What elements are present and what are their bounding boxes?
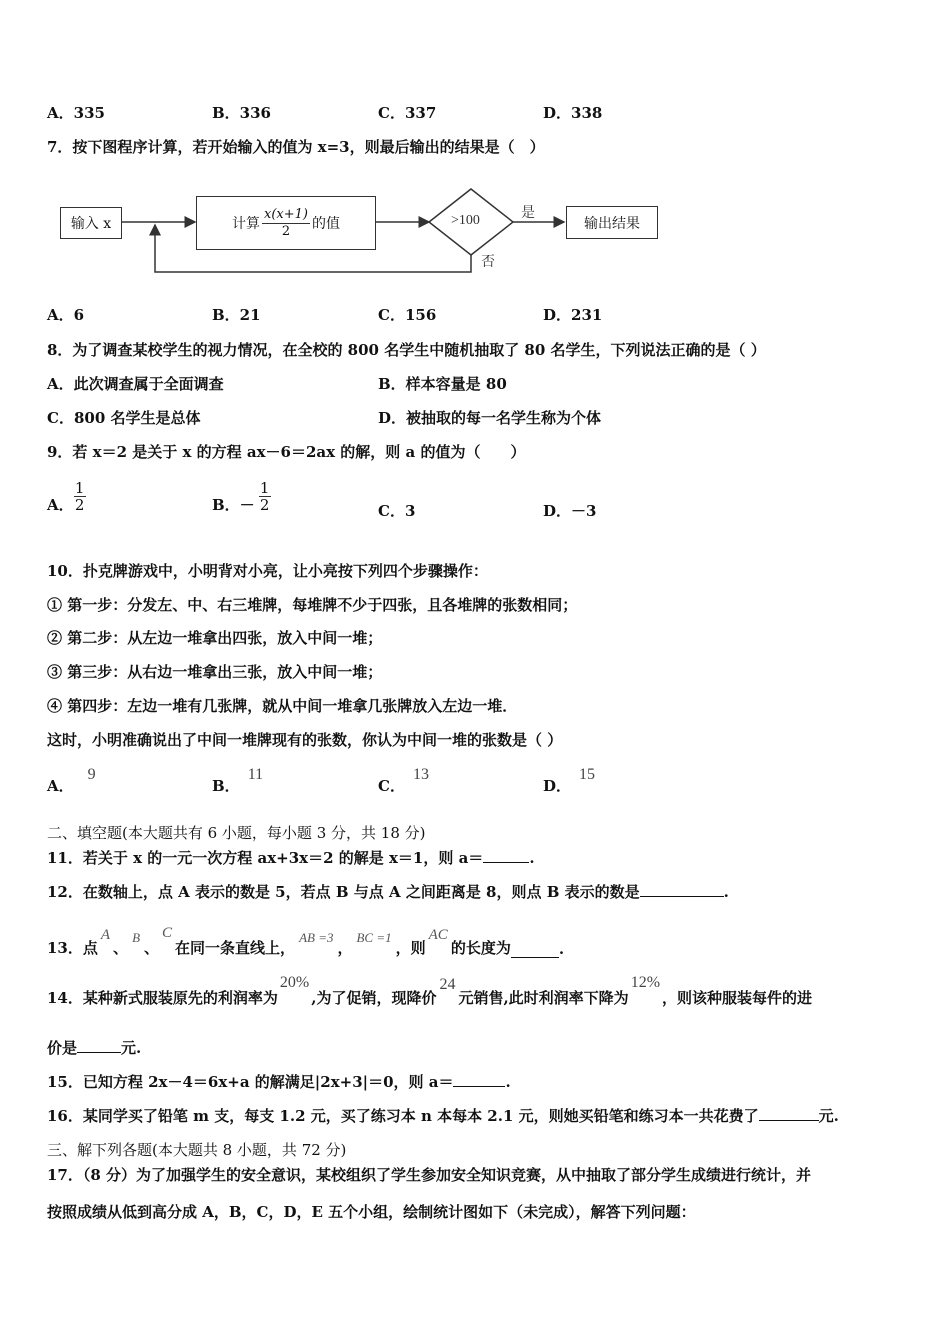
q17-line-1: 17．（8 分）为了加强学生的安全意识，某校组织了学生参加安全知识竞赛，从中抽取了部分学生成绩进行统计，并 [47,1166,812,1184]
q9-option-a-denominator: 2 [74,496,85,514]
q15-end: . [505,1073,511,1091]
q7-option-a: A．6 [47,306,85,324]
q16 [47,1105,839,1126]
q14-mid-1: ,为了促销，现降价 [311,989,437,1007]
q10-step-4: ④ 第四步：左边一堆有几张牌，就从中间一堆拿几张牌放入左边一堆． [47,697,518,715]
q14 [47,968,812,1008]
q13-bc-length: BC =1 [356,930,392,945]
q12-end: . [723,883,729,901]
q10-option-b [212,766,264,796]
q10-step-1: ① 第一步：分发左、中、右三堆牌，每堆牌不少于四张，且各堆牌的张数相同； [47,596,578,614]
q10-option-c-label: C． [378,777,405,795]
flowchart-yes-label: 是 [521,206,535,221]
q10-option-b-value: 11 [247,766,264,783]
q12-answer-blank [640,882,724,897]
q14-mid-2: 元销售,此时利润率下降为 [458,989,629,1007]
q10-text: 10．扑克牌游戏中，小明背对小亮，让小亮按下列四个步骤操作： [47,562,488,580]
q9-option-a-fraction [74,480,86,513]
q15-answer-blank [453,1072,505,1087]
q14-original-rate: 20% [279,974,310,991]
q16-answer-blank [759,1106,819,1121]
flowchart-no-label: 否 [481,255,495,270]
q13-point-c: C [162,925,173,941]
q7-option-b: B．21 [212,306,261,324]
q13-sep-1: 、 [113,939,129,957]
q8-option-b: B．样本容量是 80 [378,375,507,393]
q9-option-b-label: B．－ [212,496,255,514]
q13-answer-blank [511,943,559,958]
flowchart-compute-fraction [262,207,310,240]
q13-comma: ， [337,939,353,957]
flowchart-compute-prefix: 计算 [232,216,260,232]
flowchart-fraction-numerator: x(x+1) [264,206,308,222]
q8-option-c: C．800 名学生是总体 [47,409,201,427]
q10-option-b-label: B． [212,777,240,795]
q13-sep-2: 、 [144,939,160,957]
flowchart-output-box: 输出结果 [566,206,658,239]
q13-suffix: 的长度为 [450,939,511,957]
flowchart-compute-suffix: 的值 [312,216,340,232]
q12-text: 12．在数轴上，点 A 表示的数是 5，若点 B 与点 A 之间距离是 8，则点 B 表示的数是 [47,883,640,901]
q10-step-3: ③ 第三步：从右边一堆拿出三张，放入中间一堆； [47,663,383,681]
q13 [47,918,564,958]
flowchart-fraction-denominator: 2 [281,223,291,239]
q15-text: 15．已知方程 2x－4＝6x+a 的解满足|2x+3|＝0，则 a＝ [47,1073,454,1091]
q9-option-b-denominator: 2 [259,496,270,514]
q7-text: 7．按下图程序计算，若开始输入的值为 x=3，则最后输出的结果是（ ） [47,138,545,156]
q17-line-2: 按照成绩从低到高分成 A，B，C，D，E 五个小组，绘制统计图如下（未完成），解答下列问题： [47,1203,696,1221]
q14-suffix: ，则该种服装每件的进 [662,989,813,1007]
q10-question: 这时，小明准确说出了中间一堆牌现有的张数，你认为中间一堆的张数是（ ） [47,731,563,749]
q13-prefix: 13．点 [47,939,98,957]
flowchart-condition-label: >100 [451,213,480,228]
q10-option-a-value: 9 [87,766,96,783]
q14-end: 元. [121,1039,142,1057]
q10-step-2: ② 第二步：从左边一堆拿出四张，放入中间一堆； [47,629,383,647]
q16-text: 16．某同学买了铅笔 m 支，每支 1.2 元，买了练习本 n 本每本 2.1 元，则她买铅笔和练习本一共花费了 [47,1107,759,1125]
section-3-heading: 三、解下列各题(本大题共 8 小题，共 72 分) [47,1141,347,1159]
q8-option-d: D．被抽取的每一名学生称为个体 [378,409,602,427]
q15 [47,1071,511,1092]
q10-option-c [378,766,429,796]
q9-text: 9．若 x＝2 是关于 x 的方程 ax－6＝2ax 的解，则 a 的值为（ ） [47,443,526,461]
q9-option-b [212,478,271,515]
q10-option-c-value: 13 [412,766,429,783]
q13-end: . [558,940,565,958]
q14-new-rate: 12% [630,974,661,991]
q13-mid: 在同一条直线上， [175,939,296,957]
q11-answer-blank [483,848,529,863]
q11-text: 11．若关于 x 的一元一次方程 ax+3x＝2 的解是 x＝1，则 a＝ [47,849,484,867]
q13-point-a: A [100,927,111,943]
q6-option-d: D．338 [543,104,603,122]
q11 [47,847,535,868]
q6-option-b: B．336 [212,104,271,122]
flowchart-input-box: 输入 x [60,207,122,239]
flowchart-compute-box [196,196,376,250]
q13-ab-length: AB =3 [299,930,334,945]
q10-option-d [543,766,596,796]
q13-ac-label: AC [428,927,448,943]
q14-line2-text: 价是 [47,1039,78,1057]
q9-option-d: D．－3 [543,502,597,520]
q14-answer-blank [77,1038,121,1053]
q10-option-d-value: 15 [579,766,596,783]
q10-option-a-label: A． [47,777,74,795]
q7-option-d: D．231 [543,306,603,324]
q10-option-d-label: D． [543,777,572,795]
q14-line-2 [47,1037,141,1058]
q14-prefix: 14．某种新式服装原先的利润率为 [47,989,278,1007]
q11-end: . [529,849,535,867]
q7-option-c: C．156 [378,306,437,324]
q12 [47,881,729,902]
q9-option-b-fraction [259,480,271,513]
q6-option-a: A．335 [47,104,105,122]
q6-option-c: C．337 [378,104,437,122]
q10-option-a [47,766,96,796]
q9-option-a [47,478,86,515]
q8-text: 8．为了调查某校学生的视力情况，在全校的 800 名学生中随机抽取了 80 名学生，下列说法正确的是（ ） [47,341,766,359]
q9-option-a-numerator: 1 [74,479,85,497]
q9-option-b-numerator: 1 [259,479,270,497]
q8-option-a: A．此次调查属于全面调查 [47,375,224,393]
q14-price-cut: 24 [439,976,456,993]
section-2-heading: 二、填空题(本大题共有 6 小题，每小题 3 分，共 18 分) [47,824,426,842]
q9-option-c: C．3 [378,502,416,520]
q7-flowchart [55,185,675,285]
q9-option-a-label: A． [47,496,74,514]
q16-end: 元. [818,1107,839,1125]
q13-point-b: B [132,930,141,945]
q13-then: ，则 [395,939,426,957]
